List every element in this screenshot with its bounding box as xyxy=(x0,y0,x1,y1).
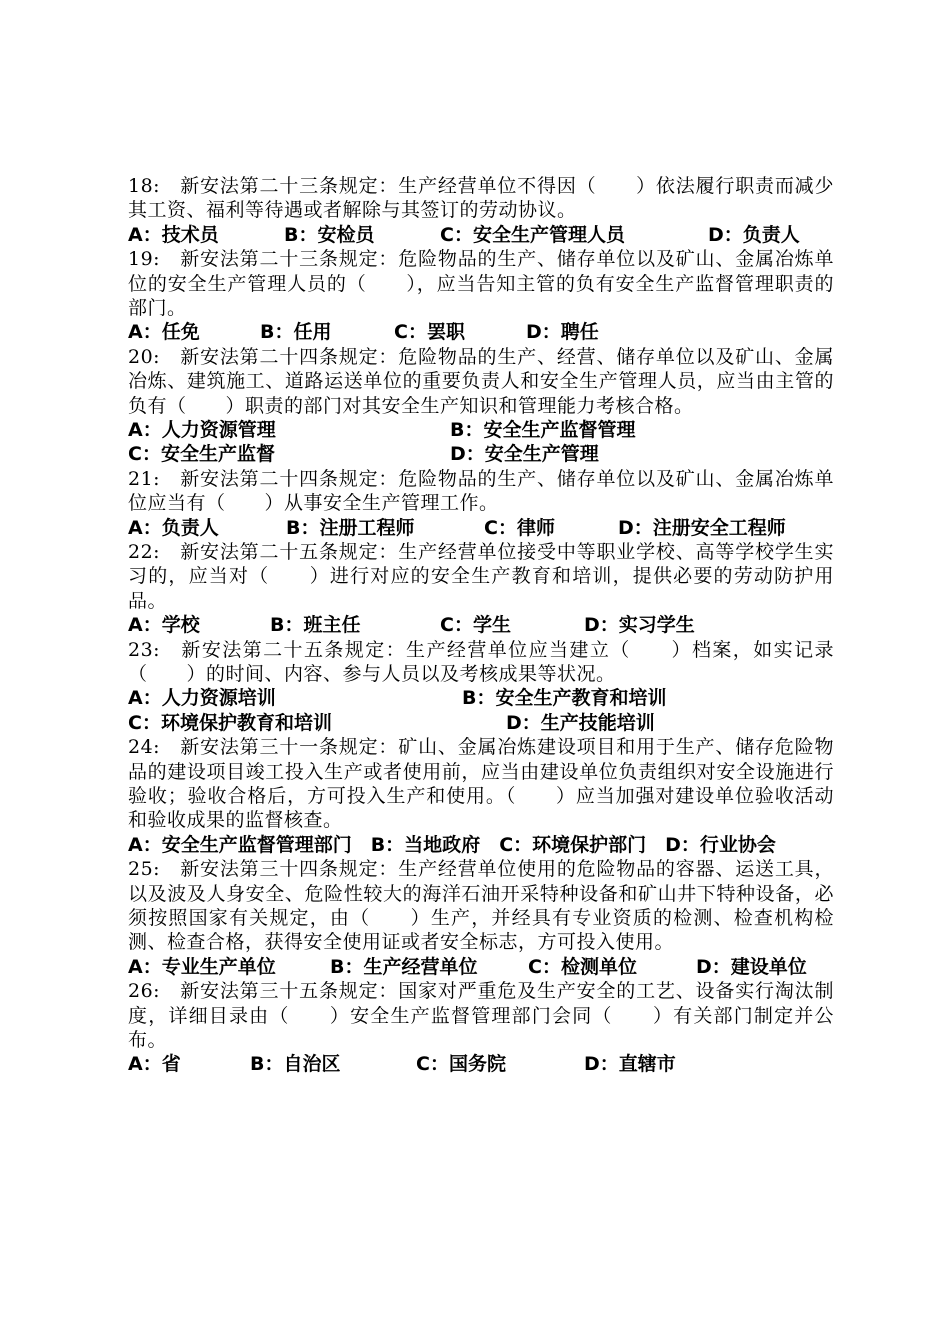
option-a: A：技术员 xyxy=(128,223,219,246)
options-18 xyxy=(128,223,834,247)
options-24: A：安全生产监督管理部门 B：当地政府 C：环境保护部门 D：行业协会 xyxy=(128,833,776,856)
option-c: C：律师 xyxy=(484,516,555,539)
question-19: 19: 新安法第二十三条规定：危险物品的生产、储存单位以及矿山、金属冶炼单位的安全生产管理人员的（ ），应当告知主管的负有安全生产监督管理职责的部门。 xyxy=(128,248,834,320)
option-c: C：环境保护教育和培训 xyxy=(128,711,332,734)
option-d: D：负责人 xyxy=(708,223,800,246)
options-20-row1 xyxy=(128,418,834,442)
option-b: B：安全生产教育和培训 xyxy=(462,687,667,710)
option-b: B：安检员 xyxy=(284,223,375,246)
option-c: C：罢职 xyxy=(394,321,465,344)
options-22 xyxy=(128,613,834,637)
question-26: 26: 新安法第三十五条规定：国家对严重危及生产安全的工艺、设备实行淘汰制度，详细目录由（ ）安全生产监督管理部门会同（ ）有关部门制定并公布。 xyxy=(128,980,834,1052)
question-21: 21: 新安法第二十四条规定：危险物品的生产、储存单位以及矿山、金属冶炼单位应当有（ ）从事安全生产管理工作。 xyxy=(128,467,834,515)
option-a: A：省 xyxy=(128,1053,181,1076)
option-d: D：直辖市 xyxy=(584,1053,676,1076)
option-a: A：人力资源管理 xyxy=(128,419,276,442)
option-a: A：负责人 xyxy=(128,516,219,539)
option-c: C：学生 xyxy=(440,614,511,637)
options-23-row1 xyxy=(128,686,834,710)
option-b: B：自治区 xyxy=(250,1053,341,1076)
option-c: C：检测单位 xyxy=(528,955,637,978)
option-c: C：安全生产监督 xyxy=(128,443,275,466)
option-d: D：建设单位 xyxy=(696,955,807,978)
option-d: D：实习学生 xyxy=(584,614,695,637)
option-d: D：安全生产管理 xyxy=(450,443,599,466)
option-b: B：班主任 xyxy=(270,614,361,637)
document-page xyxy=(128,174,834,1077)
option-a: A：人力资源培训 xyxy=(128,687,276,710)
option-b: B：注册工程师 xyxy=(286,516,415,539)
question-23: 23: 新安法第二十五条规定：生产经营单位应当建立（ ）档案，如实记录（ ）的时间、内容、参与人员以及考核成果等状况。 xyxy=(128,638,834,686)
option-d: D：生产技能培训 xyxy=(506,711,655,734)
options-20-row2 xyxy=(128,442,834,466)
option-a: A：专业生产单位 xyxy=(128,955,276,978)
options-26 xyxy=(128,1052,834,1076)
option-d: D：注册安全工程师 xyxy=(618,516,786,539)
question-24: 24: 新安法第三十一条规定：矿山、金属冶炼建设项目和用于生产、储存危险物品的建设项目竣工投入生产或者使用前，应当由建设单位负责组织对安全设施进行验收；验收合格后，方可投入生产和使用。（ ）应当加强对建设单位验收活动和验收成果的监督核查。 xyxy=(128,736,834,832)
option-a: A：任免 xyxy=(128,321,200,344)
options-21 xyxy=(128,516,834,540)
option-b: B：安全生产监督管理 xyxy=(450,419,636,442)
option-d: D：聘任 xyxy=(526,321,599,344)
option-a: A：学校 xyxy=(128,614,200,637)
option-b: B：生产经营单位 xyxy=(330,955,478,978)
option-c: C：国务院 xyxy=(416,1053,506,1076)
options-25 xyxy=(128,955,834,979)
question-25: 25: 新安法第三十四条规定：生产经营单位使用的危险物品的容器、运送工具，以及波及人身安全、危险性较大的海洋石油开采特种设备和矿山井下特种设备，必须按照国家有关规定，由（ ）生产，并经具有专业资质的检测、检查机构检测、检查合格，获得安全使用证或者安全标志，方可投入使用。 xyxy=(128,858,834,954)
options-23-row2 xyxy=(128,711,834,735)
option-c: C：安全生产管理人员 xyxy=(440,223,625,246)
options-19 xyxy=(128,320,834,344)
question-22: 22: 新安法第二十五条规定：生产经营单位接受中等职业学校、高等学校学生实习的，应当对（ ）进行对应的安全生产教育和培训，提供必要的劳动防护用品。 xyxy=(128,541,834,612)
question-20: 20: 新安法第二十四条规定：危险物品的生产、经营、储存单位以及矿山、金属冶炼、建筑施工、道路运送单位的重要负责人和安全生产管理人员，应当由主管的负有（ ）职责的部门对其安全生产知识和管理能力考核合格。 xyxy=(128,345,834,417)
option-b: B：任用 xyxy=(260,321,332,344)
question-18: 18: 新安法第二十三条规定：生产经营单位不得因（ ）依法履行职责而减少其工资、福利等待遇或者解除与其签订的劳动协议。 xyxy=(128,175,834,222)
